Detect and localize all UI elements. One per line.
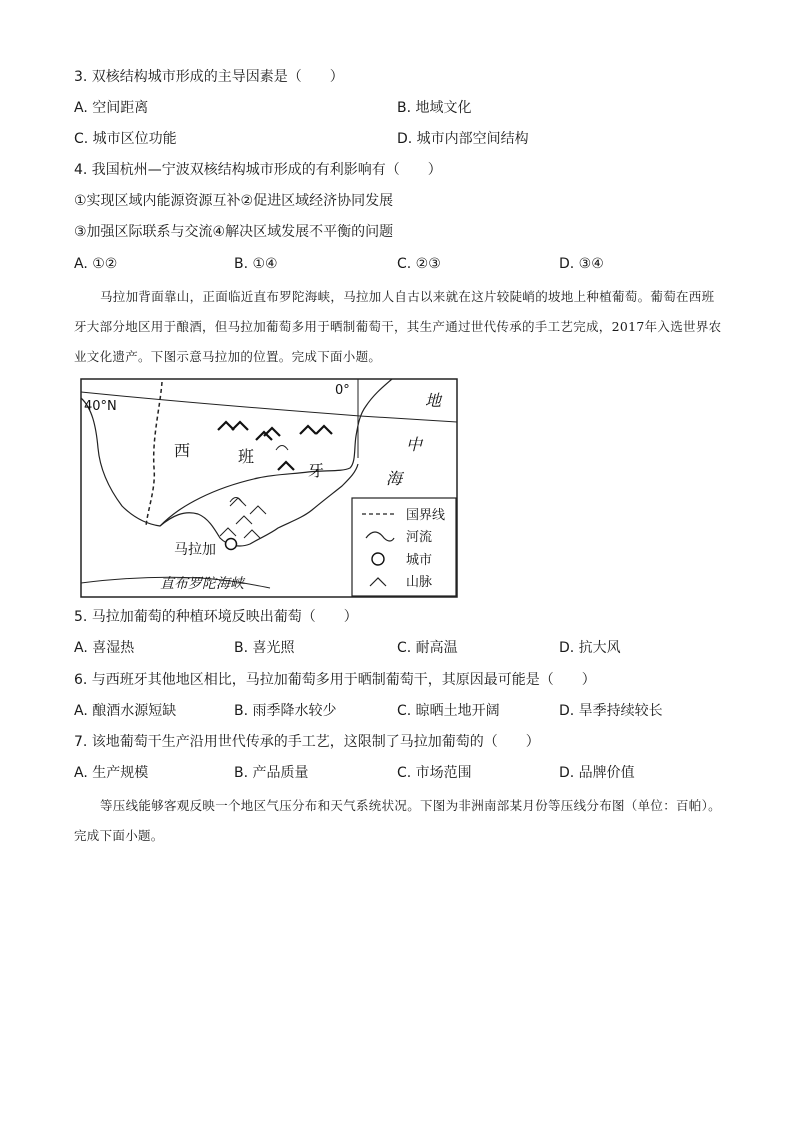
q4-items-2: ③加强区际联系与交流④解决区域发展不平衡的问题 [74,224,394,240]
label-city-malaga: 马拉加 [174,542,216,558]
label-40n: 40°N [84,399,117,414]
q6-option-c: C. 晾晒土地开阔 [397,703,500,719]
q4-items-1: ①实现区域内能源资源互补②促进区域经济协同发展 [74,193,394,209]
q7-option-b: B. 产品质量 [234,765,309,781]
question-3-stem: 3. 双核结构城市形成的主导因素是（ ） [74,69,344,85]
q6-option-d: D. 旱季持续较长 [559,703,663,719]
question-6-stem: 6. 与西班牙其他地区相比，马拉加葡萄多用于晒制葡萄干，其原因最可能是（ ） [74,672,596,688]
label-0deg: 0° [335,383,350,398]
question-4-stem: 4. 我国杭州—宁波双核结构城市形成的有利影响有（ ） [74,162,442,178]
label-sea-1: 地 [425,391,442,410]
legend-city-symbol [372,553,384,565]
q7-option-c: C. 市场范围 [397,765,472,781]
passage-malaga: 马拉加背面靠山，正面临近直布罗陀海峡，马拉加人自古以来就在这片较陡峭的坡地上种植葡萄。葡萄在西班牙大部分地区用于酿酒，但马拉加葡萄多用于晒制葡萄干，其生产通过世代传承的手工艺完成，2017年入选世界农业文化遗产。下图示意马拉加的位置。完成下面小题。 [74,289,722,364]
q4-option-a: A. ①② [74,256,118,272]
city-malaga-marker [226,539,237,550]
passage-isobars: 等压线能够客观反映一个地区气压分布和天气系统状况。下图为非洲南部某月份等压线分布图（单位：百帕）。完成下面小题。 [74,798,721,843]
q3-option-b: B. 地域文化 [397,100,472,116]
q5-option-d: D. 抗大风 [559,640,621,656]
label-sea-3: 海 [386,469,403,488]
q6-option-a: A. 酿酒水源短缺 [74,703,177,719]
q5-option-b: B. 喜光照 [234,640,295,656]
q3-option-c: C. 城市区位功能 [74,131,177,147]
legend-border-label: 国界线 [406,508,446,523]
q5-option-a: A. 喜湿热 [74,640,135,656]
q7-option-a: A. 生产规模 [74,765,149,781]
legend-city-label: 城市 [406,553,433,568]
q3-option-a: A. 空间距离 [74,100,149,116]
label-country-1: 西 [174,441,191,460]
malaga-location-map [80,378,458,598]
label-strait: 直布罗陀海峡 [160,576,244,592]
question-7-stem: 7. 该地葡萄干生产沿用世代传承的手工艺，这限制了马拉加葡萄的（ ） [74,734,540,750]
question-5-stem: 5. 马拉加葡萄的种植环境反映出葡萄（ ） [74,609,358,625]
q6-option-b: B. 雨季降水较少 [234,703,337,719]
legend-river-label: 河流 [406,530,433,545]
q5-option-c: C. 耐高温 [397,640,458,656]
q3-option-d: D. 城市内部空间结构 [397,131,529,147]
q4-option-d: D. ③④ [559,256,604,272]
legend-mountain-label: 山脉 [406,575,433,590]
label-country-2: 班 [238,447,255,466]
q4-option-b: B. ①④ [234,256,278,272]
q7-option-d: D. 品牌价值 [559,765,635,781]
label-country-3: 牙 [308,461,325,480]
label-sea-2: 中 [406,435,423,454]
q4-option-c: C. ②③ [397,256,441,272]
